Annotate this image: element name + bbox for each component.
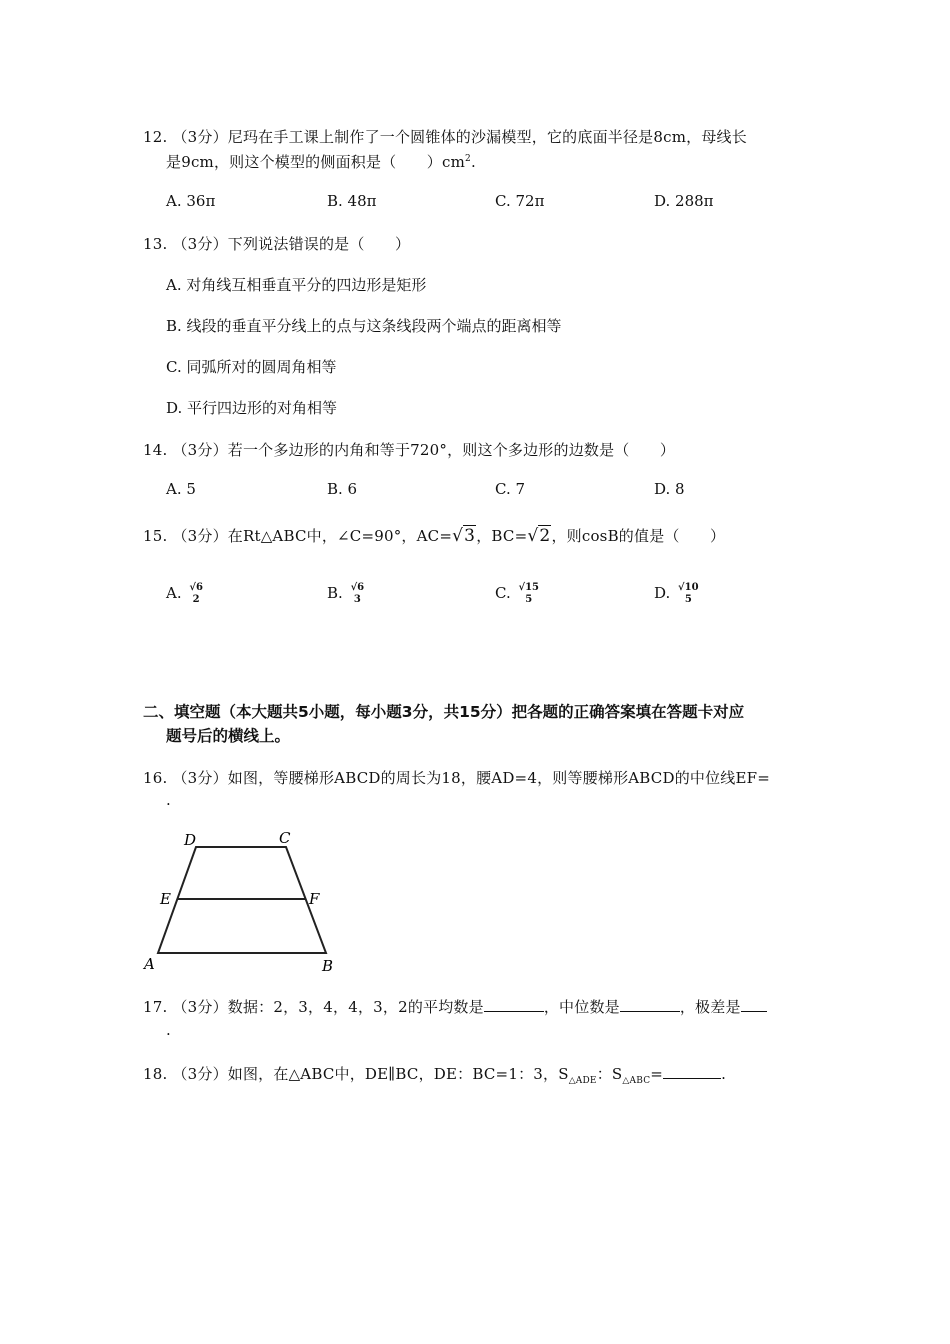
q17-range-blank <box>741 997 767 1012</box>
q15-option-d-denominator: 5 <box>684 594 692 605</box>
q18-ratio-blank <box>663 1064 721 1079</box>
label-d: D <box>184 831 197 849</box>
q15-ac-sqrt <box>452 525 476 546</box>
q15-option-a <box>166 582 204 606</box>
q16-line1: 16. （3分）如图，等腰梯形ABCD的周长为18，腰AD=4，则等腰梯形ABCD的中位线EF= <box>143 769 771 787</box>
q14-option-a: A. 5 <box>166 480 196 498</box>
q17-text-a: 17. （3分）数据：2，3，4，4，3，2的平均数是 <box>143 998 484 1016</box>
q15-option-b <box>327 582 365 606</box>
q15-bc-sqrt-sign: √ <box>527 526 539 546</box>
q12-option-d: D. 288π <box>654 192 714 210</box>
q18-text-b: ：S <box>596 1065 623 1083</box>
q14-option-c: C. 7 <box>495 480 526 498</box>
q18-sub-abc: △ABC <box>622 1076 651 1086</box>
q15-option-d-numerator: √10 <box>678 582 699 593</box>
trapezoid-figure <box>140 825 340 975</box>
q12-line2-end: . <box>470 153 476 171</box>
q15-bc-sqrt <box>527 525 551 546</box>
q15-bc-radicand: 2 <box>539 526 551 546</box>
q14-option-b: B. 6 <box>327 480 358 498</box>
section2-heading-line2: 题号后的横线上。 <box>166 727 291 745</box>
q13-option-a: A. 对角线互相垂直平分的四边形是矩形 <box>166 276 427 294</box>
q18-text-d: . <box>721 1065 727 1083</box>
q15-stem-end: ，则cosB的值是（ ） <box>551 527 726 545</box>
q13-option-c: C. 同弧所对的圆周角相等 <box>166 358 337 376</box>
q15-option-d-fraction <box>677 582 700 606</box>
q15-option-c-numerator: √15 <box>518 582 539 593</box>
q15-option-b-fraction <box>350 582 366 606</box>
q12-unit-exponent: 2 <box>465 154 471 164</box>
label-f: F <box>309 890 320 908</box>
q17-mean-blank <box>484 997 544 1012</box>
q12-line1: 12. （3分）尼玛在手工课上制作了一个圆锥体的沙漏模型，它的底面半径是8cm，母线长 <box>143 128 747 146</box>
q14-option-d: D. 8 <box>654 480 685 498</box>
q15-option-d <box>654 582 700 606</box>
q15-option-b-denominator: 3 <box>353 594 361 605</box>
q15-ac-radicand: 3 <box>464 526 476 546</box>
q15-option-a-fraction <box>188 582 204 606</box>
q17-line2: . <box>166 1021 171 1039</box>
q13-option-b: B. 线段的垂直平分线上的点与这条线段两个端点的距离相等 <box>166 317 562 335</box>
section2-heading-line1: 二、填空题（本大题共5小题，每小题3分，共15分）把各题的正确答案填在答题卡对应 <box>143 703 745 721</box>
q15-option-c-label: C. <box>495 584 511 602</box>
q17-line1 <box>143 996 767 1017</box>
q15-stem-text: 15. （3分）在Rt△ABC中，∠C=90°，AC= <box>143 527 453 545</box>
q15-option-a-numerator: √6 <box>189 582 203 593</box>
label-b: B <box>322 957 334 975</box>
q16-line2: . <box>166 791 171 809</box>
q18-line <box>143 1063 726 1086</box>
q12-line2 <box>166 151 476 172</box>
q12-option-a: A. 36π <box>166 192 216 210</box>
q15-option-c <box>495 582 540 606</box>
q13-stem: 13. （3分）下列说法错误的是（ ） <box>143 235 411 253</box>
q18-text-c: = <box>650 1065 664 1083</box>
q15-option-c-fraction <box>518 582 541 606</box>
q17-text-b: ，中位数是 <box>543 998 620 1016</box>
q15-option-a-denominator: 2 <box>192 594 200 605</box>
label-e: E <box>160 890 171 908</box>
q15-stem-bc: ，BC= <box>476 527 528 545</box>
q17-text-c: ，极差是 <box>679 998 741 1016</box>
q15-option-b-label: B. <box>327 584 343 602</box>
q12-line2-text: 是9cm，则这个模型的侧面积是（ ）cm <box>166 153 465 171</box>
q13-option-d: D. 平行四边形的对角相等 <box>166 399 338 417</box>
q15-option-a-label: A. <box>166 584 182 602</box>
label-a: A <box>144 955 155 973</box>
label-c: C <box>279 829 291 847</box>
q15-option-c-denominator: 5 <box>525 594 533 605</box>
q14-stem: 14. （3分）若一个多边形的内角和等于720°，则这个多边形的边数是（ ） <box>143 441 676 459</box>
q12-option-b: B. 48π <box>327 192 377 210</box>
q15-stem <box>143 525 725 546</box>
q15-ac-sqrt-sign: √ <box>452 526 464 546</box>
q15-option-d-label: D. <box>654 584 671 602</box>
q18-text-a: 18. （3分）如图，在△ABC中，DE∥BC，DE：BC=1：3，S <box>143 1065 569 1083</box>
q18-sub-ade: △ADE <box>568 1076 597 1086</box>
q17-median-blank <box>620 997 680 1012</box>
q12-option-c: C. 72π <box>495 192 545 210</box>
q15-option-b-numerator: √6 <box>350 582 365 593</box>
